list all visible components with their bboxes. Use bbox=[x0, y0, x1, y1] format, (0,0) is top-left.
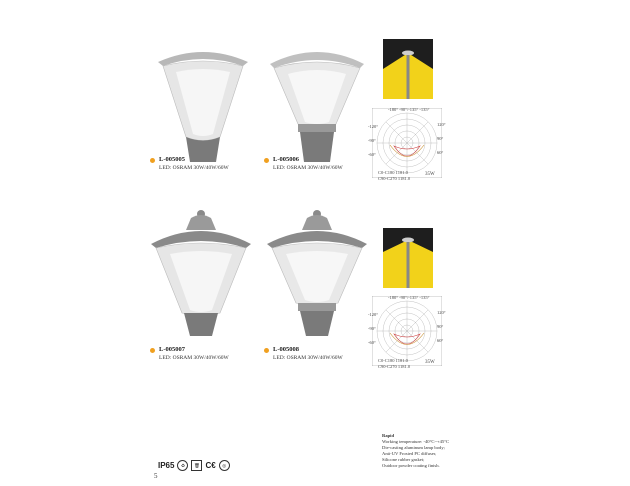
spec-line: Rapid bbox=[382, 433, 395, 438]
polar-right-label: 90° bbox=[437, 324, 444, 329]
polar-left-label: -90° bbox=[368, 138, 376, 143]
polar-left-label: -120° bbox=[368, 124, 379, 129]
wattage-label: 35W bbox=[425, 360, 435, 365]
page-number: 5 bbox=[154, 472, 158, 480]
spec-line: Outdoor powder coating finish. bbox=[382, 463, 440, 468]
polar-right-label: 120° bbox=[437, 122, 446, 127]
polar-top-labels: -180° -90°/-135° -135° bbox=[388, 107, 430, 112]
certification-row bbox=[158, 460, 230, 471]
recycle-icon: ♻ bbox=[177, 460, 188, 471]
polar-legend: C90-C270 1181.0 bbox=[378, 364, 411, 369]
ip-rating: IP65 bbox=[158, 461, 175, 470]
certification-icon: ◎ bbox=[219, 460, 230, 471]
spec-block bbox=[382, 433, 532, 469]
bullet-dot-icon bbox=[264, 158, 269, 163]
lamp-image-1 bbox=[148, 42, 258, 172]
bullet-dot-icon bbox=[264, 348, 269, 353]
spec-line: Silicone rubber gasket; bbox=[382, 457, 425, 462]
polar-right-label: 90° bbox=[437, 136, 444, 141]
bullet-dot-icon bbox=[150, 348, 155, 353]
bullet-dot-icon bbox=[150, 158, 155, 163]
polar-legend: C0-C180 1181.0 bbox=[378, 358, 408, 363]
ce-mark: C€ bbox=[205, 461, 216, 470]
lamp-image-4 bbox=[262, 208, 372, 338]
lamp-image-3 bbox=[146, 208, 256, 338]
polar-diagram-1 bbox=[372, 108, 442, 178]
spec-line: Working temperature: -40°C~+45°C bbox=[382, 439, 450, 444]
polar-legend: C0-C180 1181.0 bbox=[378, 170, 408, 175]
model-number: L-005008 bbox=[273, 346, 299, 353]
polar-right-label: 60° bbox=[437, 150, 444, 155]
led-spec: LED: OSRAM 30W/40W/60W bbox=[273, 165, 343, 171]
polar-right-label: 60° bbox=[437, 338, 444, 343]
polar-diagram-2 bbox=[372, 296, 442, 366]
led-spec: LED: OSRAM 30W/40W/60W bbox=[273, 355, 343, 361]
product-caption-1 bbox=[150, 156, 229, 172]
installed-photo-1 bbox=[383, 39, 433, 99]
product-caption-2 bbox=[264, 156, 343, 172]
model-number: L-005006 bbox=[273, 156, 299, 163]
polar-left-label: -60° bbox=[368, 152, 376, 157]
spec-line: Anti-UV Frosted PC diffuser, bbox=[382, 451, 437, 456]
led-spec: LED: OSRAM 30W/40W/60W bbox=[159, 165, 229, 171]
model-number: L-005005 bbox=[159, 156, 185, 163]
polar-left-label: -90° bbox=[368, 326, 376, 331]
polar-right-label: 120° bbox=[437, 310, 446, 315]
installed-photo-2 bbox=[383, 228, 433, 288]
model-number: L-005007 bbox=[159, 346, 185, 353]
polar-top-labels: -180° -90°/-135° -135° bbox=[388, 295, 430, 300]
lamp-image-2 bbox=[262, 42, 372, 172]
spec-line: Die-casting aluminum lamp body; bbox=[382, 445, 445, 450]
polar-left-label: -120° bbox=[368, 312, 379, 317]
waste-bin-icon: 🗑 bbox=[191, 460, 202, 471]
product-caption-4 bbox=[264, 346, 343, 362]
product-caption-3 bbox=[150, 346, 229, 362]
polar-left-label: -60° bbox=[368, 340, 376, 345]
led-spec: LED: OSRAM 30W/40W/60W bbox=[159, 355, 229, 361]
wattage-label: 35W bbox=[425, 172, 435, 177]
polar-legend: C90-C270 1181.0 bbox=[378, 176, 411, 181]
